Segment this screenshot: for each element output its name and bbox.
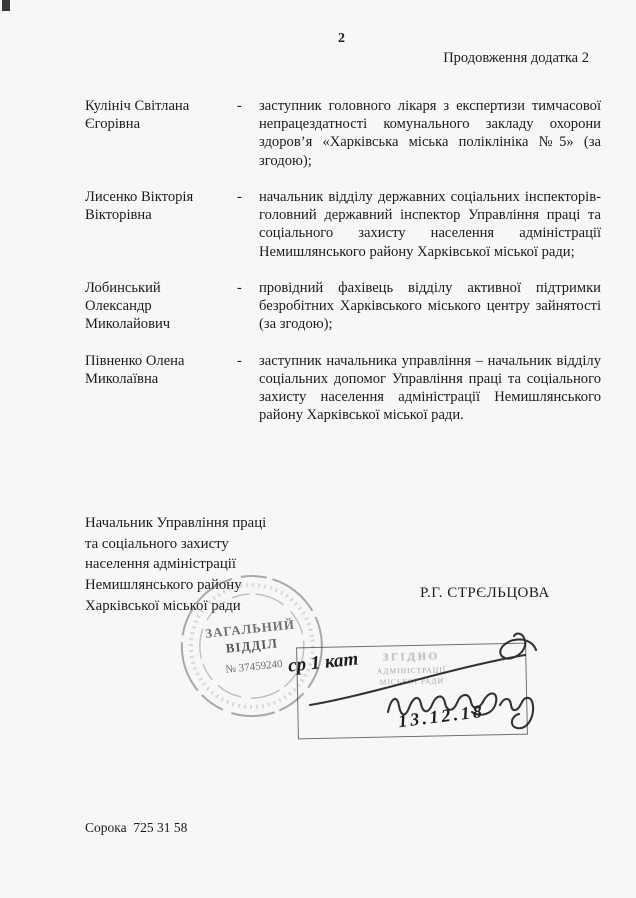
- scan-artifact: [2, 0, 10, 11]
- member-role: заступник начальника управління – начальник відділу соціальних допомог Управління праці та соціального захисту населення адміністрації Немишлянського району Харківської міської ради.: [259, 352, 601, 424]
- appendix-continuation-label: Продовження додатка 2: [443, 50, 589, 66]
- member-name: Півненко Олена Миколаївна: [85, 352, 185, 387]
- signoff-name: Р.Г. СТРЄЛЬЦОВА: [420, 585, 550, 601]
- member-name: Лисенко Вікторія Вікторівна: [85, 188, 194, 224]
- signoff-title-line: населення адміністрації: [85, 556, 237, 573]
- separator-dash: -: [237, 98, 242, 114]
- rect-stamp-line2: АДМІНІСТРАЦІЇ: [376, 665, 447, 676]
- signature-block: [85, 513, 605, 617]
- member-role: заступник головного лікаря з експертизи тимчасової непрацездатності комунального закладу охорони здоров’я «Харківська міська поліклініка №5» (за згодою);: [259, 98, 601, 169]
- signoff-title-line: та соціального захисту: [85, 535, 229, 552]
- rect-stamp-line3: МІСЬКОЇ РАДИ: [379, 676, 445, 687]
- list-item: [85, 97, 601, 170]
- stamp-department-line1: ЗАГАЛЬНИЙ: [204, 616, 296, 641]
- signoff-title-line: Харківської міської ради: [85, 597, 241, 614]
- stamp-number: № 37459240: [224, 657, 284, 676]
- signoff-title-line: Немишлянського району: [85, 577, 242, 594]
- rect-stamp-line1: ЗГІДНО: [382, 650, 440, 664]
- member-name: Кулініч Світлана Єгорівна: [85, 98, 190, 133]
- list-item: [85, 279, 601, 334]
- separator-dash: -: [237, 352, 242, 369]
- page-number: 2: [338, 31, 345, 46]
- list-item: [85, 352, 601, 425]
- member-name: Лобинський Олександр Миколайович: [85, 279, 171, 333]
- contact-footer: Сорока 725 31 58: [85, 820, 188, 835]
- stamp-department-line2: ВІДДІЛ: [224, 635, 279, 656]
- member-role: провідний фахівець відділу активної підтримки безробітних Харківського міського центру зайнятості (за згодою);: [259, 279, 601, 333]
- handwritten-date: 13.12.18: [397, 700, 486, 732]
- handwritten-note: ср 1 кат: [287, 648, 360, 677]
- separator-dash: -: [237, 188, 242, 205]
- signoff-title-line: Начальник Управління праці: [85, 515, 267, 531]
- members-list: [85, 97, 601, 443]
- list-item: [85, 188, 601, 261]
- member-role: начальник відділу державних соціальних інспекторів-головний державний інспектор Управління праці та соціального захисту населення адміністрації Немишлянського району Харківської міської ради;: [259, 188, 601, 260]
- separator-dash: -: [237, 279, 242, 296]
